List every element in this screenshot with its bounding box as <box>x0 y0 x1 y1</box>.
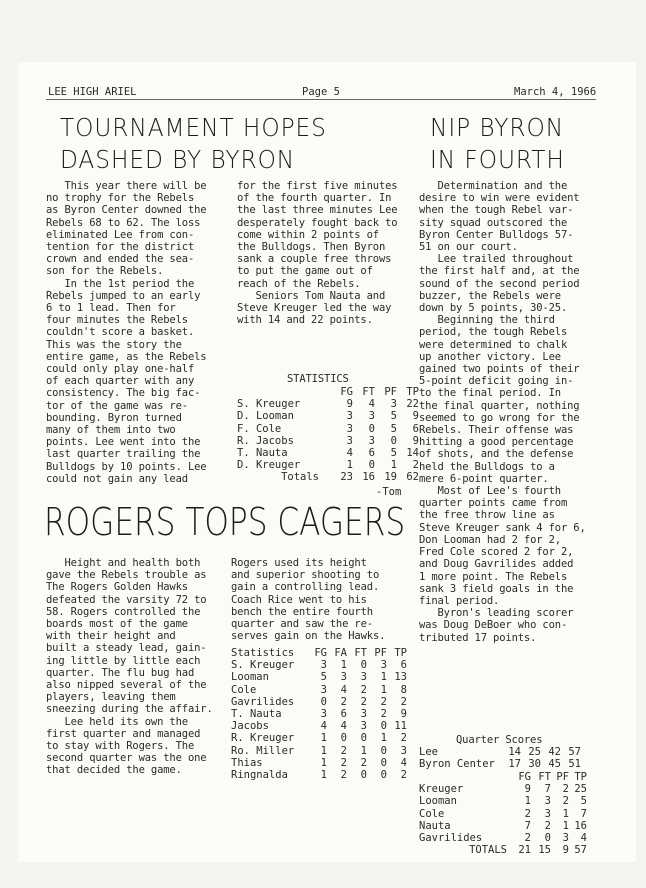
article3-stats-table <box>419 771 587 856</box>
stats-header: TP <box>574 771 587 783</box>
stats-header: FG <box>340 386 353 398</box>
stats-header: FT <box>362 386 375 398</box>
article3-headline-line1: NIP BYRON <box>430 113 565 142</box>
article3-body: Determination and the desire to win were evident when the tough Rebel var- sity squad outscored the Byron Center Bulldogs 57- 51 on our court. Lee trailed throughout the first half and, at the sound of the second period buzzer, the Rebels were down by 5 points, 30-25. Beginning the third period, the tough Rebels were determined to chalk up another victory. Lee gained two points of their 5-point deficit going in- to the final period. In the final quarter, nothing seemed to go wrong for the Rebels. Their offense was hitting a good percentage of shots, and the defense held the Bulldogs to a mere 6-point quarter. Most of Lee's fourth quarter points came from the free throw line as Steve Kreuger sank 4 for 6, Don Looman had 2 for 2, Fred Cole scored 2 for 2, and Doug Gavrilides added 1 more point. The Rebels sank 3 field goals in the final period. Byron's leading scorer was Doug DeBoer who con- tributed 17 points. <box>419 180 586 644</box>
stats-header: PF <box>374 647 387 659</box>
stats-header: TP <box>406 386 419 398</box>
stats-header: FG <box>314 647 327 659</box>
stats-header: FA <box>334 647 347 659</box>
table-row: Gavrilides 0 2 2 2 2 <box>231 695 407 708</box>
article1-signature: -Tom <box>376 486 402 498</box>
table-row: Jacobs 4 4 3 0 11 <box>231 720 407 733</box>
article2-column1: Height and health both gave the Rebels trouble as The Rogers Golden Hawks defeated the varsity 72 to 58. Rogers controlled the boards most of the game with their height and built a steady lead, gain- ing little by little each quarter. The flu bug had also nipped several of the players, leaving them sneezing during the affair. Lee held its own the first quarter and managed to stay with Rogers. The second quarter was the one that decided the game. <box>46 557 213 777</box>
table-row: D. Looman 3 3 5 9 <box>237 410 419 423</box>
table-totals-row: Totals 23 16 19 62 <box>281 471 419 484</box>
article3-quarter-title: Quarter Scores <box>456 734 543 746</box>
article3-quarter-table <box>419 746 581 770</box>
header-rule <box>46 99 596 100</box>
table-row: S. Kreuger 3 1 0 3 6 <box>231 659 407 672</box>
stats-title: Statistics <box>231 647 295 659</box>
issue-date: March 4, 1966 <box>514 86 597 98</box>
article1-column2: for the first five minutes of the fourth quarter. In the last three minutes Lee desperately fought back to come within 2 points of the Bulldogs. Then Byron sank a couple free throws to put the game out of reach of the Rebels. Seniors Tom Nauta and Steve Kreuger led the way with 14 and 22 points. <box>237 180 398 327</box>
table-row: T. Nauta 3 6 3 2 9 <box>231 708 407 721</box>
article2-stats-table <box>231 647 407 781</box>
article2-headline: ROGERS TOPS CAGERS <box>44 500 406 544</box>
table-row: Thias 1 2 2 0 4 <box>231 756 407 769</box>
table-row: Gavrilides 2 0 3 4 <box>419 832 587 845</box>
table-row: Looman 5 3 3 1 13 <box>231 671 407 684</box>
table-row: Ro. Miller 1 2 1 0 3 <box>231 744 407 757</box>
newspaper-name: LEE HIGH ARIEL <box>48 86 137 98</box>
stats-header: PF <box>384 386 397 398</box>
table-row: Byron Center 17 30 45 51 <box>419 758 581 771</box>
article1-stats-title: STATISTICS <box>287 373 349 385</box>
stats-header: PF <box>556 771 569 783</box>
stats-header: FT <box>354 647 367 659</box>
table-row: Nauta 7 2 1 16 <box>419 819 587 832</box>
table-row: Cole 2 3 1 7 <box>419 807 587 820</box>
table-row: Lee 14 25 42 57 <box>419 746 581 758</box>
table-row: Kreuger 9 7 2 25 <box>419 783 587 796</box>
stats-header: FT <box>538 771 551 783</box>
table-row: Looman 1 3 2 5 <box>419 795 587 808</box>
table-totals-row: TOTALS 21 15 9 57 <box>469 844 587 857</box>
article1-column1: This year there will be no trophy for the Rebels as Byron Center downed the Rebels 68 to 62. The loss eliminated Lee from con- tention for the district crown and ended the sea- son for the Rebels. In the 1st period the Rebels jumped to an early 6 to 1 lead. Then for four minutes the Rebels couldn't score a basket. This was the story the entire game, as the Rebels could only play one-half of each quarter with any consistency. The big fac- tor of the game was re- bounding. Byron turned many of them into two points. Lee went into the last quarter trailing the Bulldogs by 10 points. Lee could not gain any lead <box>46 180 207 485</box>
table-row: F. Cole 3 0 5 6 <box>237 422 419 435</box>
table-row: R. Jacobs 3 3 0 9 <box>237 434 419 447</box>
table-row: T. Nauta 4 6 5 14 <box>237 447 419 460</box>
article1-headline-line1: TOURNAMENT HOPES <box>60 113 327 142</box>
table-row: D. Kreuger 1 0 1 2 <box>237 459 419 472</box>
article1-headline-line2: DASHED BY BYRON <box>60 145 296 174</box>
table-row: R. Kreuger 1 0 0 1 2 <box>231 732 407 745</box>
table-row: Cole 3 4 2 1 8 <box>231 683 407 696</box>
article1-stats-table <box>237 386 419 484</box>
article3-headline-line2: IN FOURTH <box>430 145 565 174</box>
stats-header: FG <box>518 771 531 783</box>
table-row: Ringnalda 1 2 0 0 2 <box>231 769 407 782</box>
page-number: Page 5 <box>302 86 340 98</box>
table-row: S. Kreuger 9 4 3 22 <box>237 398 419 411</box>
article2-column2: Rogers used its height and superior shooting to gain a controlling lead. Coach Rice went to his bench the entire fourth quarter and saw the re- serves gain on the Hawks. <box>231 557 386 643</box>
stats-header: TP <box>394 647 407 659</box>
